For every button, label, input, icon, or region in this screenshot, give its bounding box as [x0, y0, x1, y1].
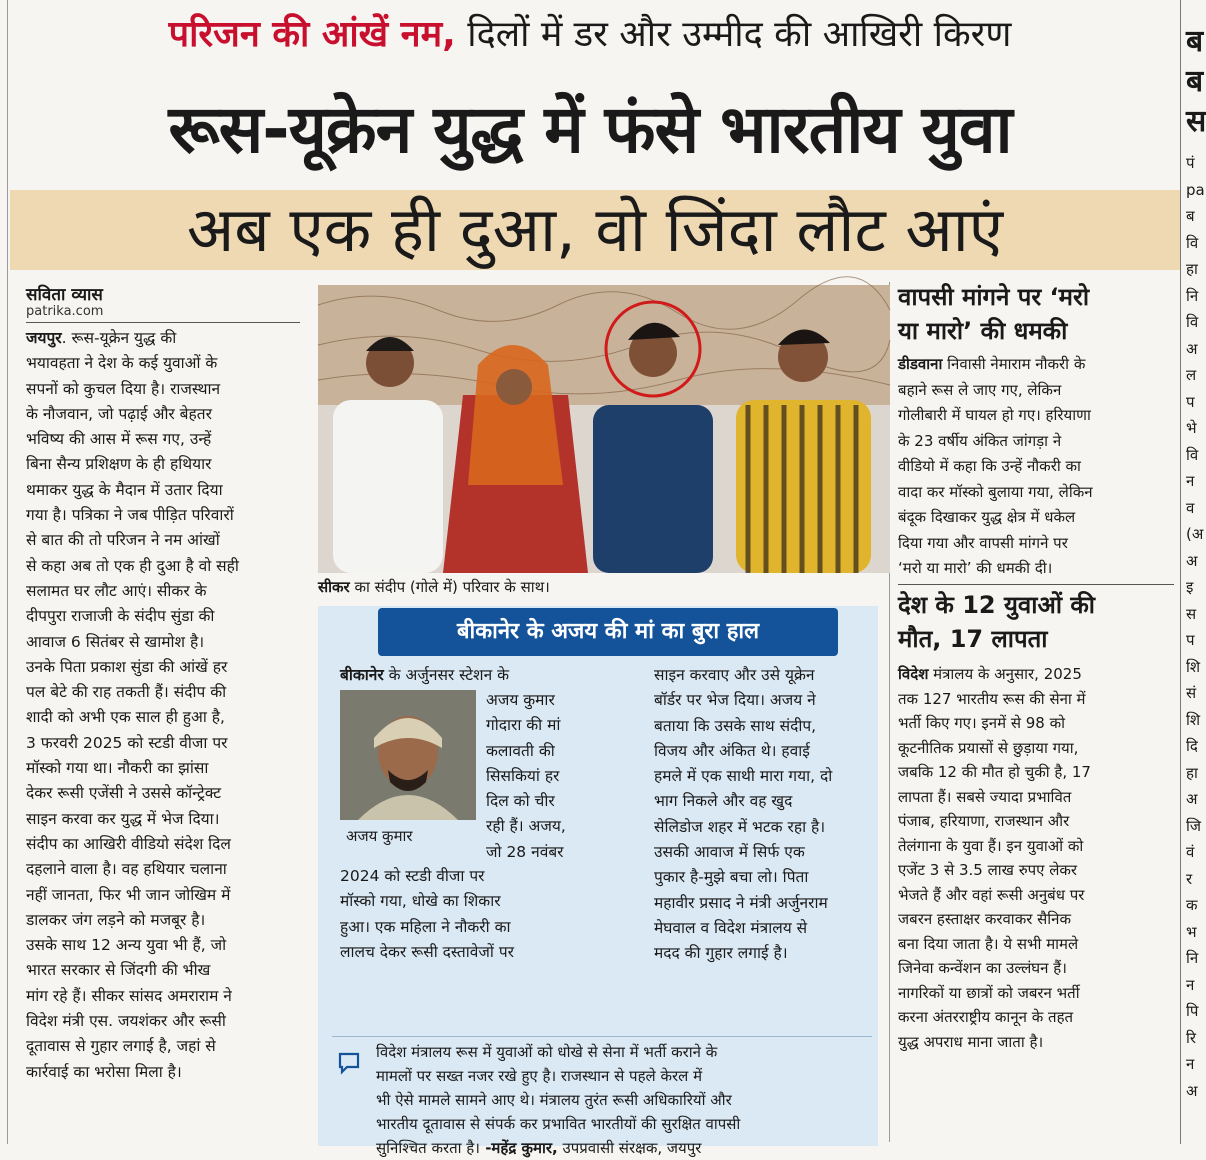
caption-rest: का संदीप (गोले में) परिवार के साथ। — [349, 578, 550, 596]
strip-line-fragment: शि — [1186, 657, 1201, 676]
heading-line: देश के 12 युवाओं की — [898, 591, 1095, 619]
strip-line-fragment: इ — [1186, 578, 1194, 596]
story-line: जबकि 12 की मौत हो चुकी है, 17 — [898, 763, 1091, 781]
story-line: पल बेटे की राह तकती हैं। संदीप की — [26, 683, 227, 702]
story-line: जो 28 नवंबर — [486, 842, 564, 861]
story-line: सिसकियां हर — [486, 766, 560, 785]
strip-line-fragment: शि — [1186, 710, 1201, 729]
ajay-photo-label: अजय कुमार — [346, 827, 413, 845]
story-line: विजय और अंकित थे। हवाई — [654, 741, 810, 760]
story-line: बताया कि उसके साथ संदीप, — [654, 716, 817, 735]
strip-line-fragment: वं — [1186, 843, 1195, 861]
side2-heading — [898, 588, 1174, 656]
strip-line-fragment: ल — [1186, 366, 1197, 384]
quote-text: सुनिश्चित करता है। — [376, 1139, 480, 1157]
text-run: . रूस-यूक्रेन युद्ध की — [61, 329, 177, 347]
strip-line-fragment: वि — [1186, 233, 1199, 252]
story-line: के नौजवान, जो पढ़ाई और बेहतर — [26, 404, 212, 423]
story-line: दहलाने वाला है। वह हथियार चलाना — [26, 860, 227, 879]
ajay-photo — [340, 690, 476, 820]
strip-line-fragment: नि — [1186, 949, 1199, 967]
strip-line-fragment: अ — [1186, 1081, 1198, 1100]
story-line: जबरन हस्ताक्षर करवाकर सैनिक — [898, 910, 1071, 928]
story-line: नहीं जानता, फिर भी जान जोखिम में — [26, 885, 231, 904]
story-line: शादी को अभी एक साल ही हुआ है, — [26, 708, 225, 727]
story-line: बहाने रूस ले जाए गए, लेकिन — [898, 380, 1062, 399]
box-first-line — [340, 663, 636, 688]
strip-line-fragment: वि — [1186, 445, 1199, 464]
box-right-column — [654, 663, 876, 967]
story-line: गोलीबारी में घायल हो गए। हरियाणा — [898, 406, 1091, 424]
text-run: मंत्रालय के अनुसार, 2025 — [928, 665, 1082, 683]
story-line: दिया गया और वापसी मांगने पर — [898, 533, 1068, 552]
bikaner-box-title: बीकानेर के अजय की मां का बुरा हाल — [378, 608, 838, 656]
strip-line-fragment: (अ — [1186, 525, 1204, 543]
story-line: बना दिया जाता है। ये सभी मामले — [898, 934, 1079, 953]
strip-line-fragment: प — [1186, 631, 1195, 649]
story-line: उसके साथ 12 अन्य युवा भी हैं, जो — [26, 936, 227, 955]
story-line: रही हैं। अजय, — [486, 817, 566, 836]
strip-heading-fragment: स — [1186, 104, 1206, 139]
story-line: थमाकर युद्ध के मैदान में उतार दिया — [26, 480, 223, 499]
story-line: करना अंतरराष्ट्रीय कानून के तहत — [898, 1008, 1074, 1026]
story-line: दीपपुरा राजाजी के संदीप सुंडा की — [26, 607, 215, 626]
quote-line — [376, 1136, 874, 1160]
strip-line-fragment: न — [1186, 472, 1195, 490]
story-line: उसकी आवाज में सिर्फ एक — [654, 843, 805, 862]
strip-line-fragment: पि — [1186, 1002, 1199, 1020]
text-run: निवासी नेमाराम नौकरी के — [942, 355, 1086, 373]
story-line: विदेश मंत्री एस. जयशंकर और रूसी — [26, 1012, 226, 1031]
side1-heading — [898, 280, 1174, 348]
strip-line-fragment: अ — [1186, 339, 1198, 358]
story-line: जिनेवा कन्वेंशन का उल्लंघन हैं। — [898, 959, 1067, 977]
story-line: कार्रवाई का भरोसा मिला है। — [26, 1062, 182, 1081]
story-line: दिल को चीर — [486, 792, 555, 811]
quote-designation: उपप्रवासी संरक्षक, जयपुर — [557, 1139, 702, 1157]
story-line: भेजते हैं और वहां रूसी अनुबंध पर — [898, 885, 1085, 904]
strip-line-fragment: भ — [1186, 922, 1197, 941]
dateline: जयपुर — [26, 329, 62, 347]
story-line: 3 फरवरी 2025 को स्टडी वीजा पर — [26, 733, 228, 752]
story-line: भर्ती किए गए। इनमें से 98 को — [898, 714, 1066, 732]
strip-line-fragment: स — [1186, 604, 1197, 623]
strip-line-fragment: दि — [1186, 737, 1198, 755]
story-line: तेलंगाना के युवा हैं। इन युवाओं को — [898, 836, 1084, 855]
photo-caption — [318, 577, 890, 597]
story-line: से कहा अब तो एक ही दुआ है वो सही — [26, 556, 239, 575]
story-line: पंजाब, हरियाणा, राजस्थान और — [898, 812, 1070, 830]
ministry-quote — [376, 1040, 874, 1160]
story-line: सपनों को कुचल दिया है। राजस्थान — [26, 379, 221, 398]
story-line: उनके पिता प्रकाश सुंडा की आंखें हर — [26, 657, 228, 676]
story-line: हुआ। एक महिला ने नौकरी का — [340, 917, 511, 936]
side2-body — [898, 662, 1174, 1054]
story-line: आवाज 6 सितंबर से खामोश है। — [26, 632, 205, 651]
kicker-red: परिजन की आंखें नम, — [168, 14, 456, 55]
family-photo — [318, 285, 890, 573]
story-line: साइन करवा कर युद्ध में भेज दिया। — [26, 809, 220, 828]
story-line — [26, 326, 300, 351]
quote-rule — [332, 1036, 872, 1037]
story-line: दूतावास से गुहार लगाई है, जहां से — [26, 1037, 216, 1056]
column-separator — [1180, 0, 1181, 1144]
story-line: कलावती की — [486, 741, 555, 760]
dateline: विदेश — [898, 665, 929, 683]
story-line — [898, 352, 1174, 378]
story-line: संदीप का आखिरी वीडियो संदेश दिल — [26, 834, 231, 853]
strip-line-fragment: रि — [1186, 1028, 1197, 1047]
story-line: मदद की गुहार लगाई है। — [654, 944, 788, 963]
subhead: अब एक ही दुआ, वो जिंदा लौट आएं — [186, 193, 1004, 266]
story-line: एजेंट 3 से 3.5 लाख रुपए लेकर — [898, 861, 1078, 879]
story-line: सलामत घर लौट आएं। सीकर के — [26, 581, 207, 600]
quote-attribution: -महेंद्र कुमार, — [479, 1139, 558, 1157]
dateline: डीडवाना — [898, 355, 943, 373]
story-line: बंदूक दिखाकर युद्ध क्षेत्र में धकेल — [898, 508, 1076, 526]
box-text-below-photo — [340, 864, 636, 965]
story-line: से बात की तो परिजन ने नम आंखों — [26, 531, 220, 550]
story-line: अजय कुमार — [486, 691, 555, 709]
story-line: तक 127 भारतीय रूस की सेना में — [898, 689, 1086, 708]
main-story — [26, 326, 300, 1085]
byline-author: सविता व्यास — [26, 285, 103, 305]
next-article-fragment — [1186, 150, 1205, 1104]
story-line: सेलिडोज शहर में भटक रहा है। — [654, 817, 826, 836]
story-line: मेघवाल व विदेश मंत्रालय से — [654, 918, 808, 937]
story-line: भाग निकले और वह खुद — [654, 792, 793, 811]
story-line: भविष्य की आस में रूस गए, उन्हें — [26, 430, 212, 449]
section-rule — [898, 584, 1174, 585]
strip-heading-fragment: ब — [1186, 24, 1204, 59]
heading-line: मौत, 17 लापता — [898, 625, 1048, 653]
story-line: हमले में एक साथी मारा गया, दो — [654, 767, 833, 786]
strip-line-fragment: ब — [1186, 207, 1195, 225]
story-line: देकर रूसी एजेंसी ने उससे कॉन्ट्रेक्ट — [26, 784, 222, 803]
strip-line-fragment: नि — [1186, 286, 1199, 305]
story-line: गोदारा की मां — [486, 716, 561, 735]
strip-line-fragment: सं — [1186, 684, 1197, 702]
story-line — [340, 663, 636, 688]
quote-icon — [338, 1052, 360, 1074]
strip-line-fragment: प — [1186, 392, 1195, 411]
strip-line-fragment: न — [1186, 1055, 1195, 1073]
story-line — [898, 662, 1174, 687]
quote-line: मामलों पर सख्त नजर रखे हुए है। राजस्थान से पहले केरल में — [376, 1067, 703, 1085]
strip-line-fragment: भे — [1186, 419, 1197, 437]
strip-line-fragment: अ — [1186, 790, 1198, 808]
story-line: युद्ध अपराध माना जाता है। — [898, 1032, 1044, 1051]
dateline: बीकानेर — [340, 666, 384, 684]
strip-line-fragment: हा — [1186, 763, 1198, 782]
strip-line-fragment: र — [1186, 869, 1193, 888]
story-line: वादा कर मॉस्को बुलाया गया, लेकिन — [898, 482, 1093, 501]
story-line: डालकर जंग लड़ने को मजबूर है। — [26, 910, 206, 929]
story-line: कूटनीतिक प्रयासों से छुड़ाया गया, — [898, 738, 1079, 757]
quote-line: भारतीय दूतावास से संपर्क कर प्रभावित भारतीयों की सुरक्षित वापसी — [376, 1115, 741, 1133]
story-line: लापता हैं। सबसे ज्यादा प्रभावित — [898, 787, 1072, 806]
box-text-beside-photo — [486, 688, 636, 865]
byline-site: patrika.com — [26, 304, 104, 319]
quote-line: विदेश मंत्रालय रूस में युवाओं को धोखे से सेना में भर्ती कराने के — [376, 1043, 718, 1061]
strip-line-fragment: pa — [1186, 180, 1205, 199]
heading-line: या मारो’ की धमकी — [898, 317, 1068, 345]
story-line: बॉर्डर पर भेज दिया। अजय ने — [654, 691, 816, 710]
story-line: मॉस्को गया, धोखे का शिकार — [340, 892, 501, 911]
story-line: नागरिकों या छात्रों को जबरन भर्ती — [898, 983, 1080, 1002]
story-line: 2024 को स्टडी वीजा पर — [340, 867, 485, 885]
story-line: पुकार है-मुझे बचा लो। पिता — [654, 868, 809, 887]
strip-line-fragment: हा — [1186, 260, 1198, 278]
story-line: बिना सैन्य प्रशिक्षण के ही हथियार — [26, 455, 212, 474]
quote-line: भी ऐसे मामले सामने आए थे। मंत्रालय तुरंत रूसी अधिकारियों और — [376, 1091, 732, 1109]
story-line: लालच देकर रूसी दस्तावेजों पर — [340, 942, 514, 961]
strip-line-fragment: क — [1186, 896, 1198, 914]
story-line: ‘मरो या मारो’ की धमकी दी। — [898, 559, 1053, 577]
strip-heading-fragment: ब — [1186, 64, 1204, 99]
strip-line-fragment: व — [1186, 498, 1195, 517]
next-article-heading — [1186, 22, 1206, 142]
story-line: मॉस्को गया था। नौकरी का झांसा — [26, 759, 209, 778]
heading-line: वापसी मांगने पर ‘मरो — [898, 283, 1090, 311]
byline-rule — [26, 322, 300, 323]
strip-line-fragment: पं — [1186, 154, 1195, 172]
story-line: के 23 वर्षीय अंकित जांगड़ा ने — [898, 431, 1062, 450]
kicker — [0, 0, 1180, 70]
story-line: गया है। पत्रिका ने जब पीड़ित परिवारों — [26, 506, 234, 525]
headline: रूस-यूक्रेन युद्ध में फंसे भारतीय युवा — [168, 91, 1012, 168]
side1-body — [898, 352, 1174, 582]
story-line: भारत सरकार से जिंदगी की भीख — [26, 961, 211, 980]
story-line: वीडियो में कहा कि उन्हें नौकरी का — [898, 457, 1081, 475]
story-line: महावीर प्रसाद ने मंत्री अर्जुनराम — [654, 893, 828, 912]
text-run: के अर्जुनसर स्टेशन के — [383, 666, 509, 684]
story-line: साइन करवाए और उसे यूक्रेन — [654, 666, 815, 684]
strip-line-fragment: जि — [1186, 816, 1202, 835]
caption-place: सीकर — [318, 578, 350, 596]
strip-line-fragment: वि — [1186, 313, 1199, 331]
story-line: भयावहता ने देश के कई युवाओं के — [26, 354, 218, 373]
strip-line-fragment: अ — [1186, 551, 1198, 570]
kicker-rest: दिलों में डर और उम्मीद की आखिरी किरण — [455, 14, 1012, 55]
strip-line-fragment: न — [1186, 975, 1195, 994]
story-line: मांग रहे हैं। सीकर सांसद अमराराम ने — [26, 986, 232, 1005]
